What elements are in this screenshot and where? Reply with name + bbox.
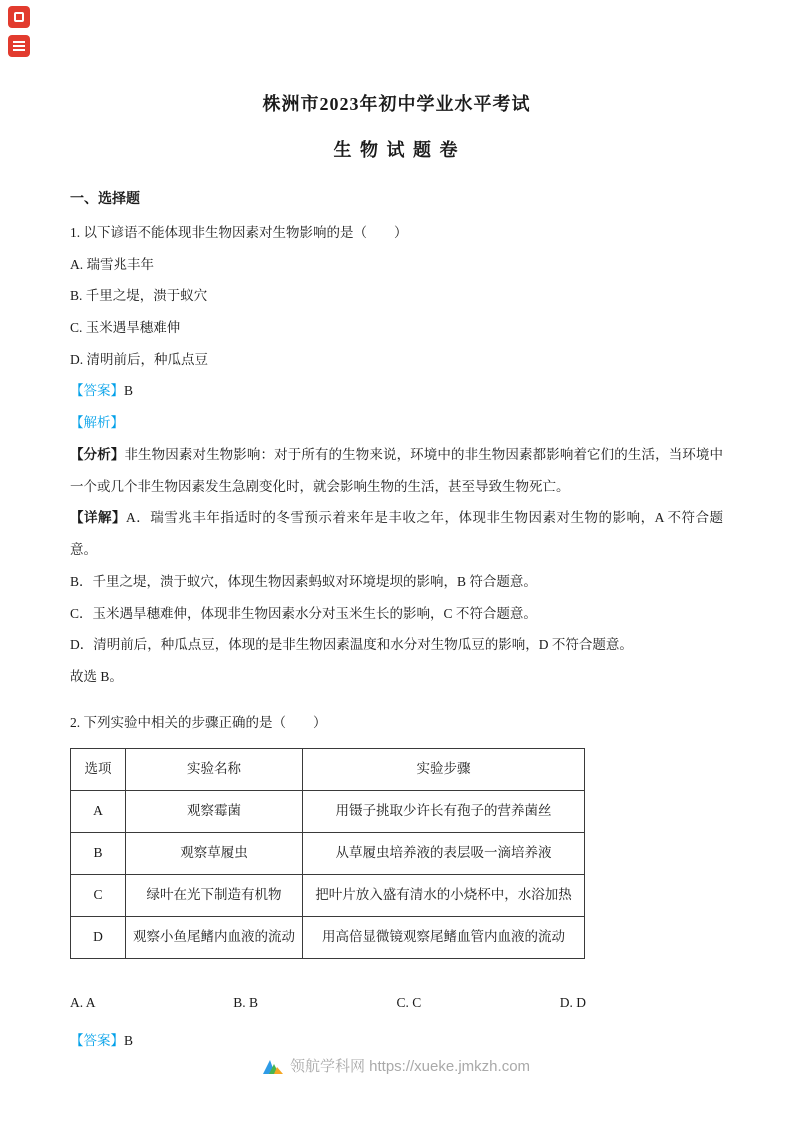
xueke-logo-icon — [263, 1056, 283, 1074]
xiangjie-label: 【详解】 — [70, 510, 127, 526]
xiangjie-a-text: A．瑞雪兆丰年指适时的冬雪预示着来年是丰收之年，体现非生物因素对生物的影响，A 不符合题意。 — [70, 510, 723, 558]
jiexi-label: 【解析】 — [70, 415, 124, 431]
cell-step: 用高倍显微镜观察尾鳍血管内血液的流动 — [303, 916, 585, 958]
fenxi-label: 【分析】 — [70, 446, 125, 462]
q1-answer-line — [70, 375, 723, 407]
experiment-table — [70, 748, 585, 958]
q1-xiangjie-b: B．千里之堤，溃于蚁穴，体现生物因素蚂蚁对环境堤坝的影响，B 符合题意。 — [70, 573, 537, 589]
q1-xiangjie-c: C．玉米遇旱穗难伸，体现非生物因素水分对玉米生长的影响，C 不符合题意。 — [70, 605, 537, 621]
red-app-icon-top[interactable] — [8, 6, 30, 28]
footer-site-link[interactable]: 领航学科网 https://xueke.jmkzh.com — [289, 1057, 531, 1075]
q2-choice-c: C. C — [396, 994, 422, 1010]
cell-step: 把叶片放入盛有清水的小烧杯中，水浴加热 — [303, 875, 585, 917]
page-title: 株洲市2023年初中学业水平考试 — [262, 94, 531, 114]
q2-answer-line — [70, 1025, 723, 1057]
cell-option: A — [71, 791, 126, 833]
cell-name: 观察霉菌 — [126, 791, 303, 833]
q2-choice-a: A. A — [70, 994, 96, 1010]
cell-step: 用镊子挑取少许长有孢子的营养菌丝 — [303, 791, 585, 833]
site-footer — [0, 1055, 793, 1079]
q1-xiangjie-a — [70, 502, 723, 565]
corner-icon-group — [8, 6, 30, 57]
cell-name: 观察草履虫 — [126, 833, 303, 875]
table-row — [71, 791, 585, 833]
q1-jiexi-line — [70, 407, 723, 439]
cell-name: 绿叶在光下制造有机物 — [126, 875, 303, 917]
cell-option: C — [71, 875, 126, 917]
exam-content — [70, 184, 723, 1056]
q2-choice-d: D. D — [559, 994, 586, 1010]
q1-answer-value: B — [124, 383, 134, 399]
cell-option: D — [71, 916, 126, 958]
q1-option-d: D. 清明前后，种瓜点豆 — [70, 351, 208, 367]
section-heading: 一、选择题 — [70, 192, 140, 207]
q2-choice-row — [70, 987, 723, 1019]
q2-choice-b: B. B — [233, 994, 259, 1010]
col-header-step: 实验步骤 — [303, 749, 585, 791]
q1-fenxi-paragraph — [70, 439, 723, 502]
table-row — [71, 833, 585, 875]
cell-name: 观察小鱼尾鳍内血液的流动 — [126, 916, 303, 958]
q1-option-a: A. 瑞雪兆丰年 — [70, 256, 154, 272]
col-header-option: 选项 — [71, 749, 126, 791]
table-row — [71, 916, 585, 958]
cell-step: 从草履虫培养液的表层吸一滴培养液 — [303, 833, 585, 875]
table-row — [71, 875, 585, 917]
cell-option: B — [71, 833, 126, 875]
q1-stem: 1. 以下谚语不能体现非生物因素对生物影响的是（ ） — [70, 224, 408, 240]
col-header-name: 实验名称 — [126, 749, 303, 791]
q2-stem: 2. 下列实验中相关的步骤正确的是（ ） — [70, 714, 327, 730]
red-app-icon-bottom[interactable] — [8, 35, 30, 57]
page-subtitle: 生 物 试 题 卷 — [333, 140, 460, 160]
answer-label: 【答案】 — [70, 1032, 124, 1048]
table-header-row — [71, 749, 585, 791]
frame-icon — [14, 12, 24, 22]
fenxi-text: 非生物因素对生物影响：对于所有的生物来说，环境中的非生物因素都影响着它们的生活，当环境中一个或几个非生物因素发生急剧变化时，就会影响生物的生活，甚至导致生物死亡。 — [70, 446, 724, 494]
q1-conclusion: 故选 B。 — [70, 668, 123, 684]
q1-option-c: C. 玉米遇旱穗难伸 — [70, 320, 181, 336]
answer-label: 【答案】 — [70, 383, 124, 399]
q2-answer-value: B — [124, 1032, 134, 1048]
list-icon — [13, 41, 25, 51]
q1-xiangjie-d: D．清明前后，种瓜点豆，体现的是非生物因素温度和水分对生物瓜豆的影响，D 不符合题意。 — [70, 637, 633, 653]
q1-option-b: B. 千里之堤，溃于蚁穴 — [70, 288, 208, 304]
